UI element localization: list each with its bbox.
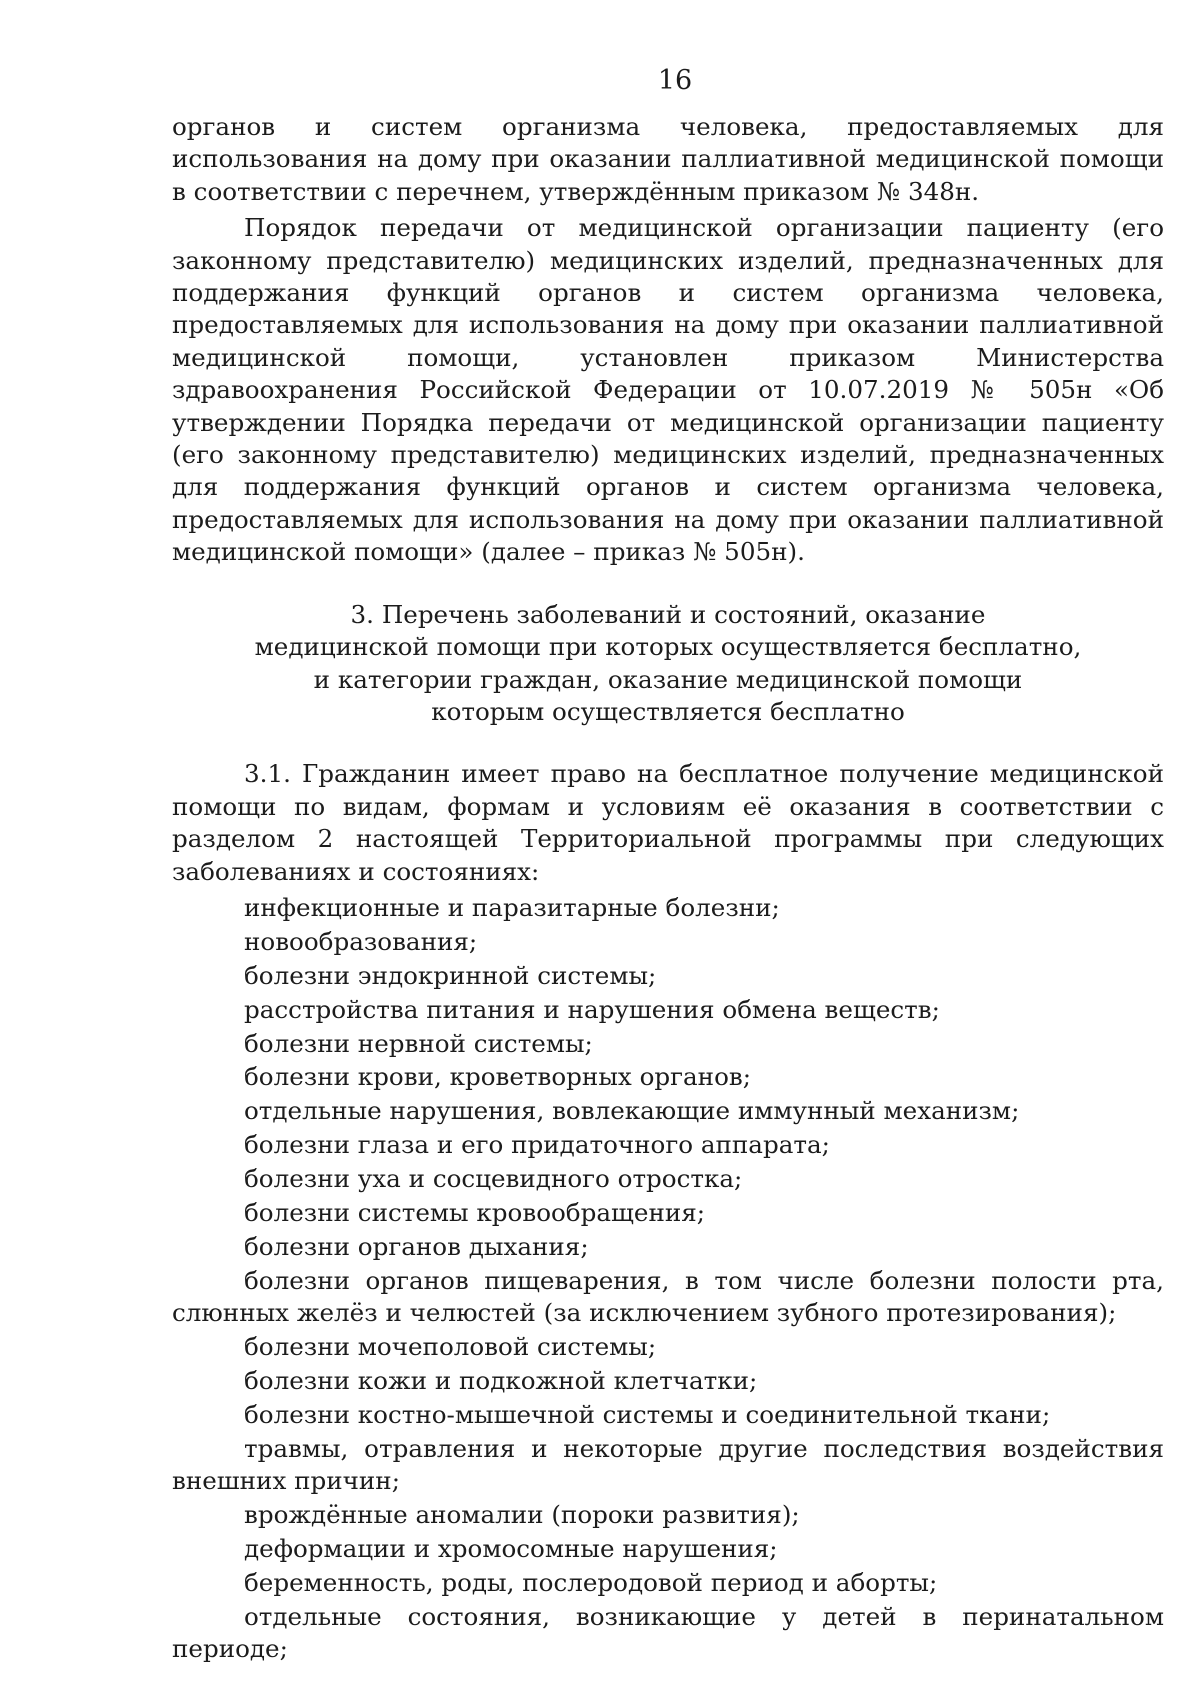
list-item: отдельные состояния, возникающие у детей в перинатальном периоде; [172, 1601, 1164, 1664]
list-item: болезни уха и сосцевидного отростка; [244, 1164, 743, 1194]
list-item: болезни мочеполовой системы; [244, 1332, 657, 1362]
list-item: болезни органов дыхания; [244, 1232, 589, 1261]
clause-3-1: 3.1. Гражданин имеет право на бесплатное получение медицинской помощи по видам, формам и условиям её оказания в соответствии с разделом 2 настоящей Территориальной программы при следующих заболеваниях и состояниях: [172, 759, 1164, 886]
list-item: травмы, отравления и некоторые другие последствия воздействия внешних причин; [172, 1433, 1164, 1496]
list-item: деформации и хромосомные нарушения; [244, 1534, 778, 1564]
list-item: болезни эндокринной системы; [244, 960, 657, 990]
conditions-list [172, 892, 1164, 1666]
paragraph-order-505n: Порядок передачи от медицинской организации пациенту (его законному представителю) медицинских изделий, предназначенных для поддержания функций органов и систем организма человека, предоставляемых для использования на дому при оказании паллиативной медицинской помощи, установлен приказом Министерства здравоохранения Российской Федерации от 10.07.2019 № 505н «Об утверждении Порядка передачи от медицинской организации пациенту (его законному представителю) медицинских изделий, предназначенных для поддержания функций органов и систем организма человека, предоставляемых для использования на дому при оказании паллиативной медицинской помощи» (далее – приказ № 505н). [172, 213, 1164, 567]
list-item: болезни костно-мышечной системы и соединительной ткани; [244, 1400, 1051, 1430]
heading-line: которым осуществляется бесплатно [431, 696, 905, 726]
list-item: инфекционные и паразитарные болезни; [244, 892, 780, 922]
list-item: болезни кожи и подкожной клетчатки; [244, 1366, 758, 1396]
list-item: новообразования; [244, 926, 478, 956]
list-item: врождённые аномалии (пороки развития); [244, 1500, 800, 1530]
list-item: болезни нервной системы; [244, 1028, 593, 1058]
list-item: беременность, роды, послеродовой период и аборты; [244, 1568, 938, 1598]
heading-line: медицинской помощи при которых осуществляется бесплатно, [254, 632, 1082, 662]
section-3-heading [172, 599, 1164, 729]
list-item: расстройства питания и нарушения обмена веществ; [244, 994, 940, 1024]
paragraph-continuation: органов и систем организма человека, предоставляемых для использования на дому при оказании паллиативной медицинской помощи в соответствии с перечнем, утверждённым приказом № 348н. [172, 112, 1164, 206]
heading-line: и категории граждан, оказание медицинской помощи [313, 664, 1023, 694]
list-item: болезни глаза и его придаточного аппарата; [244, 1130, 830, 1160]
page-number: 16 [657, 65, 693, 96]
list-item: болезни крови, кроветворных органов; [244, 1062, 752, 1092]
list-item: болезни системы кровообращения; [244, 1198, 706, 1228]
list-item: болезни органов пищеварения, в том числе болезни полости рта, слюнных желёз и челюстей (за исключением зубного протезирования); [172, 1265, 1164, 1328]
list-item: отдельные нарушения, вовлекающие иммунный механизм; [244, 1096, 1020, 1126]
document-body [172, 111, 1164, 1667]
heading-line: 3. Перечень заболеваний и состояний, оказание [350, 599, 986, 629]
